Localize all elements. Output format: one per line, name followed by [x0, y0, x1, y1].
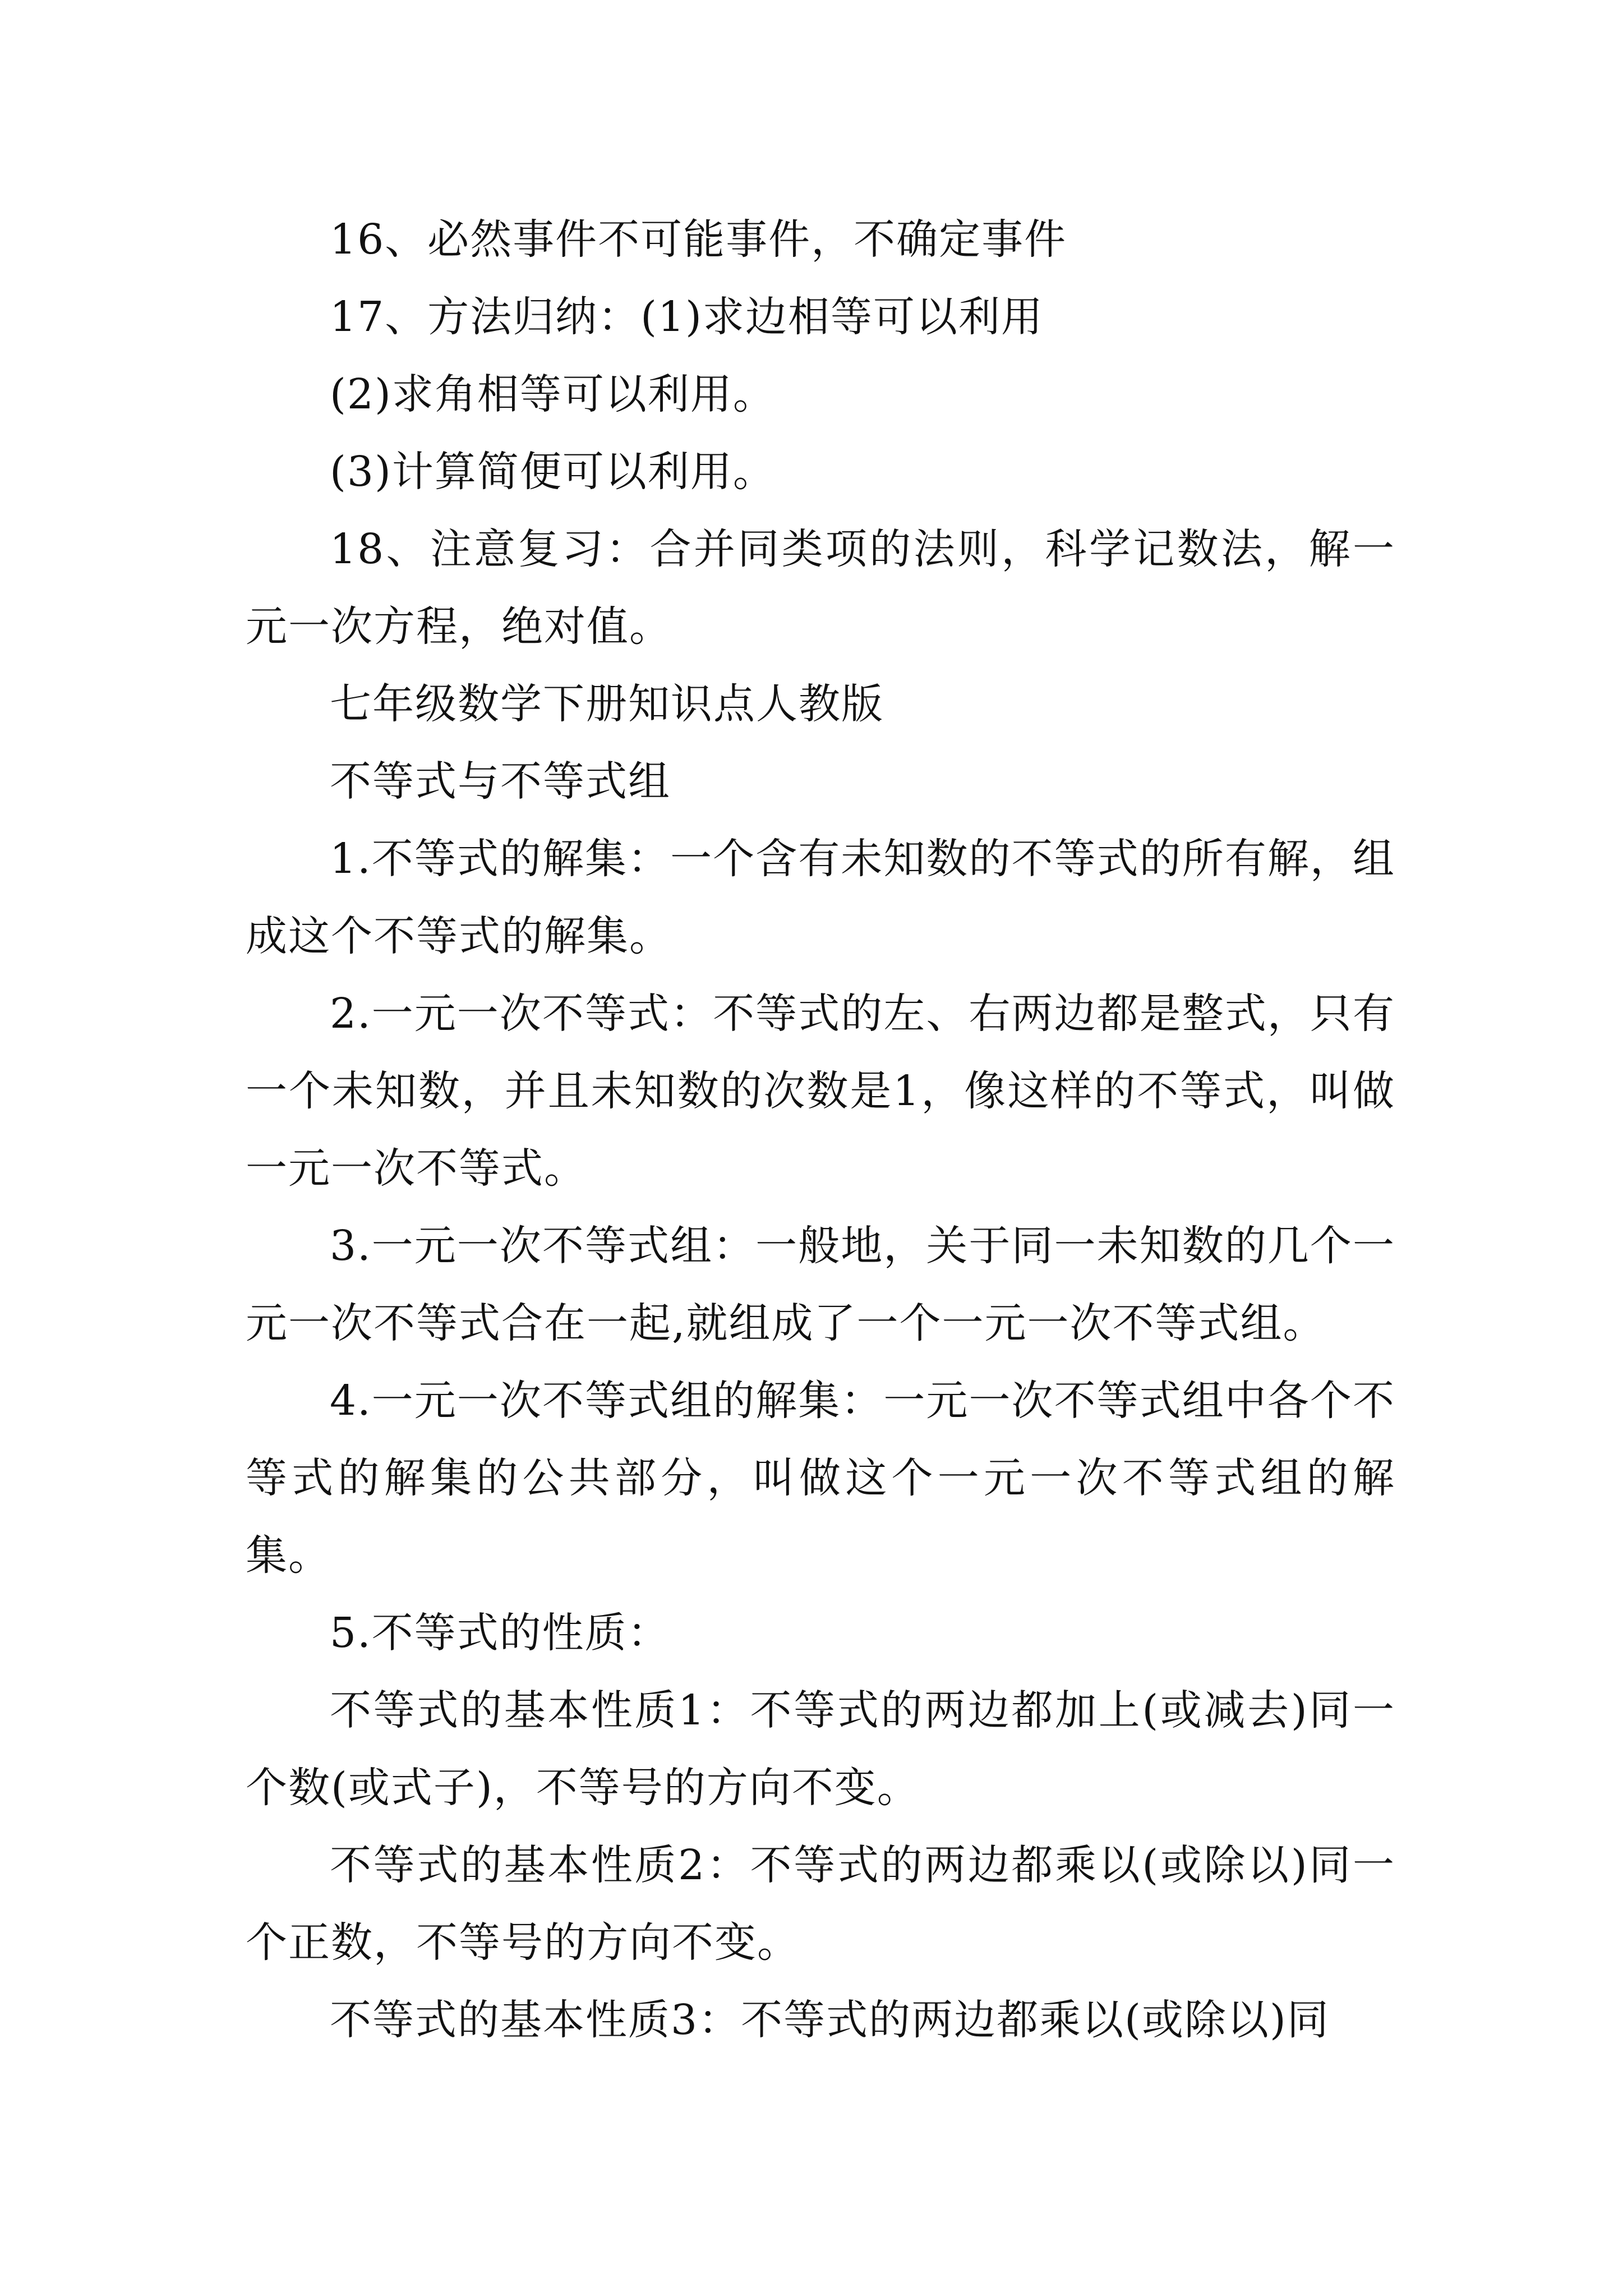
point-5: 5.不等式的性质：	[330, 1609, 670, 1657]
point-3: 3.一元一次不等式组：一般地，关于同一未知数的几个一元一次不等式合在一起,就组成了一个一元一次不等式组。	[246, 1222, 1395, 1347]
property-2: 不等式的基本性质2：不等式的两边都乘以(或除以)同一个正数，不等号的方向不变。	[246, 1841, 1395, 1967]
point-1: 1.不等式的解集：一个含有未知数的不等式的所有解，组成这个不等式的解集。	[246, 835, 1395, 960]
paragraph-17: 17、方法归纳：(1)求边相等可以利用	[330, 293, 1044, 341]
paragraph-16: 16、必然事件不可能事件，不确定事件	[330, 215, 1067, 264]
paragraph-17-3: (3)计算简便可以利用。	[330, 448, 776, 496]
paragraph-17-2: (2)求角相等可以利用。	[330, 370, 776, 418]
property-1: 不等式的基本性质1：不等式的两边都加上(或减去)同一个数(或式子)，不等号的方向不变。	[246, 1686, 1395, 1812]
section-title: 七年级数学下册知识点人教版	[330, 680, 884, 728]
point-4: 4.一元一次不等式组的解集：一元一次不等式组中各个不等式的解集的公共部分，叫做这个一元一次不等式组的解集。	[246, 1377, 1395, 1580]
point-2: 2.一元一次不等式：不等式的左、右两边都是整式，只有一个未知数，并且未知数的次数是1，像这样的不等式，叫做一元一次不等式。	[246, 990, 1395, 1193]
section-subtitle: 不等式与不等式组	[330, 757, 671, 806]
property-3: 不等式的基本性质3：不等式的两边都乘以(或除以)同	[330, 1996, 1330, 2044]
document-body	[246, 201, 1395, 2059]
paragraph-18: 18、注意复习：合并同类项的法则，科学记数法，解一元一次方程，绝对值。	[246, 525, 1395, 651]
